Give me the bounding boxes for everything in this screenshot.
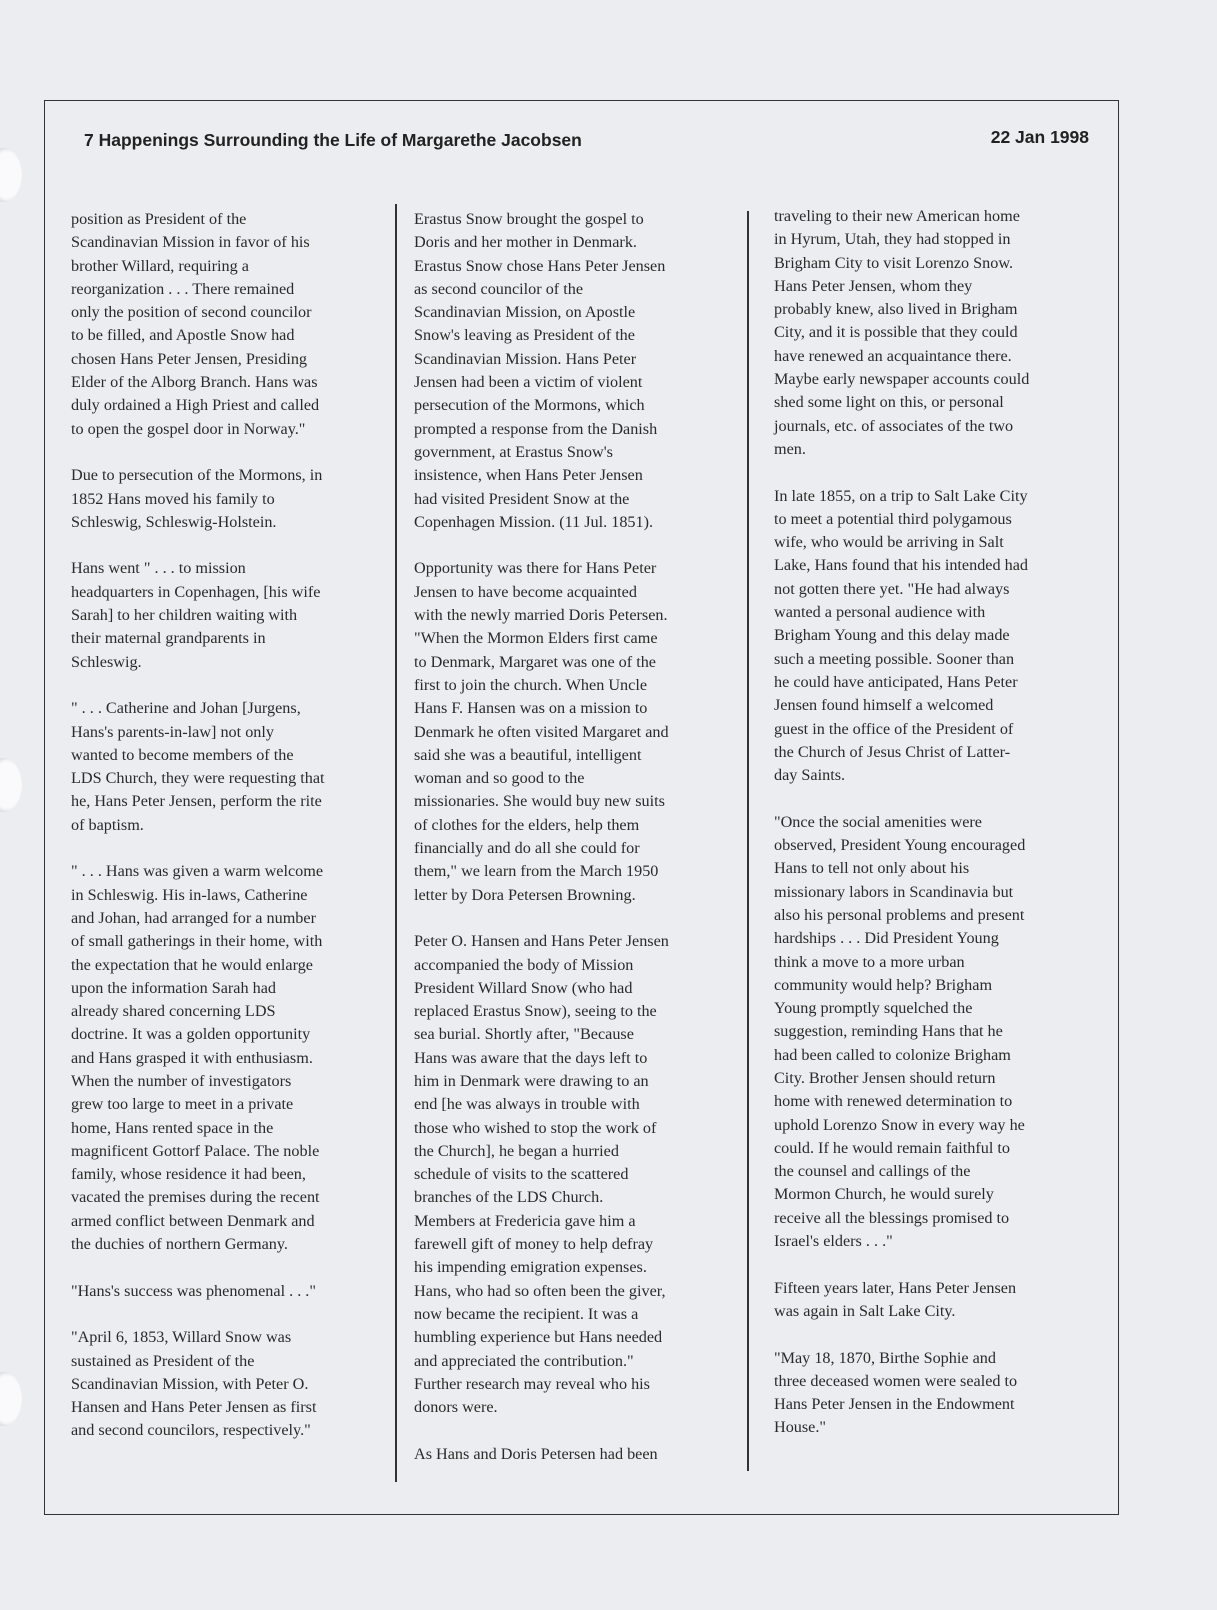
text-line: Copenhagen Mission. (11 Jul. 1851). (414, 512, 654, 531)
text-line: receive all the blessings promised to (774, 1208, 1010, 1227)
text-line: sea burial. Shortly after, "Because (414, 1025, 634, 1044)
text-line: missionaries. She would buy new suits (414, 792, 665, 811)
text-line: them," we learn from the March 1950 (414, 862, 659, 881)
text-line: grew too large to meet in a private (71, 1095, 294, 1114)
column-divider-2 (747, 211, 749, 1471)
paragraph (71, 1280, 371, 1303)
text-line: Hans to tell not only about his (774, 859, 970, 878)
paragraph (71, 697, 371, 837)
text-line: "May 18, 1870, Birthe Sophie and (774, 1348, 996, 1367)
text-line: Scandinavian Mission, with Peter O. (71, 1374, 309, 1393)
paragraph (414, 208, 714, 534)
text-line: position as President of the (71, 210, 247, 228)
binder-hole-top (0, 148, 22, 202)
text-line: woman and so good to the (414, 769, 585, 788)
text-line: said she was a beautiful, intelligent (414, 745, 642, 764)
text-line: home with renewed determination to (774, 1092, 1013, 1111)
text-line: of baptism. (71, 815, 144, 834)
text-line: in Hyrum, Utah, they had stopped in (774, 230, 1011, 249)
text-line: Hans's parents-in-law] not only (71, 722, 274, 741)
text-line: 1852 Hans moved his family to (71, 489, 275, 508)
paragraph (71, 860, 371, 1256)
text-line: as second councilor of the (414, 279, 584, 298)
text-column-2 (414, 208, 714, 1466)
paragraph (414, 557, 714, 906)
text-line: accompanied the body of Mission (414, 955, 634, 974)
text-line: home, Hans rented space in the (71, 1118, 274, 1137)
text-line: guest in the office of the President of (774, 719, 1014, 738)
text-line: Erastus Snow brought the gospel to (414, 210, 644, 228)
text-line: of small gatherings in their home, with (71, 932, 323, 951)
text-line: Further research may reveal who his (414, 1374, 650, 1393)
text-line: Mormon Church, he would surely (774, 1185, 994, 1204)
text-line: was again in Salt Lake City. (774, 1301, 956, 1320)
text-line: Schleswig. (71, 652, 142, 671)
paragraph (71, 557, 371, 673)
text-line: those who wished to stop the work of (414, 1118, 657, 1137)
text-line: him in Denmark were drawing to an (414, 1071, 649, 1090)
text-line: end [he was always in trouble with (414, 1095, 640, 1114)
text-line: only the position of second councilor (71, 303, 312, 322)
text-line: "Hans's success was phenomenal . . ." (71, 1281, 316, 1300)
text-line: observed, President Young encouraged (774, 836, 1026, 855)
text-line: branches of the LDS Church. (414, 1188, 604, 1207)
text-line: Hansen and Hans Peter Jensen as first (71, 1398, 317, 1417)
text-line: City. Brother Jensen should return (774, 1068, 996, 1087)
text-line: donors were. (414, 1398, 498, 1417)
text-line: duly ordained a High Priest and called (71, 396, 320, 415)
text-line: already shared concerning LDS (71, 1002, 276, 1021)
text-line: and appreciated the contribution." (414, 1351, 634, 1370)
text-line: wife, who would be arriving in Salt (774, 533, 1004, 552)
column-divider-1 (395, 204, 397, 1482)
text-line: headquarters in Copenhagen, [his wife (71, 582, 321, 601)
binder-hole-middle (0, 758, 22, 812)
text-line: Fifteen years later, Hans Peter Jensen (774, 1278, 1017, 1297)
paragraph (774, 1277, 1094, 1324)
text-line: have renewed an acquaintance there. (774, 346, 1012, 365)
text-column-1 (71, 208, 371, 1443)
text-line: probably knew, also lived in Brigham (774, 300, 1018, 319)
text-line: he could have anticipated, Hans Peter (774, 672, 1018, 691)
text-line: Brigham Young and this delay made (774, 626, 1010, 645)
text-line: Peter O. Hansen and Hans Peter Jensen (414, 932, 669, 951)
text-line: Jensen had been a victim of violent (414, 373, 643, 392)
text-line: such a meeting possible. Sooner than (774, 649, 1015, 668)
text-line: suggestion, reminding Hans that he (774, 1022, 1003, 1041)
text-line: the counsel and callings of the (774, 1162, 971, 1181)
text-line: Schleswig, Schleswig-Holstein. (71, 512, 277, 531)
paragraph (774, 485, 1094, 788)
text-line: Israel's elders . . ." (774, 1232, 893, 1251)
text-line: Elder of the Alborg Branch. Hans was (71, 373, 318, 392)
text-line: uphold Lorenzo Snow in every way he (774, 1115, 1025, 1134)
text-line: Hans went " . . . to mission (71, 559, 246, 578)
paragraph (71, 208, 371, 441)
text-line: Young promptly squelched the (774, 999, 973, 1018)
text-line: chosen Hans Peter Jensen, Presiding (71, 349, 308, 368)
text-line: humbling experience but Hans needed (414, 1328, 663, 1347)
text-line: Hans F. Hansen was on a mission to (414, 699, 648, 718)
text-line: Scandinavian Mission in favor of his (71, 233, 310, 252)
text-line: brother Willard, requiring a (71, 256, 249, 275)
text-line: vacated the premises during the recent (71, 1188, 320, 1207)
text-line: prompted a response from the Danish (414, 419, 658, 438)
text-line: " . . . Catherine and Johan [Jurgens, (71, 699, 301, 718)
binder-hole-bottom (0, 1372, 22, 1426)
text-line: had been called to colonize Brigham (774, 1045, 1011, 1064)
text-line: When the number of investigators (71, 1071, 292, 1090)
text-line: schedule of visits to the scattered (414, 1165, 629, 1184)
text-line: he, Hans Peter Jensen, perform the rite (71, 792, 322, 811)
text-line: Due to persecution of the Mormons, in (71, 466, 323, 485)
text-line: first to join the church. When Uncle (414, 675, 648, 694)
text-line: "Once the social amenities were (774, 812, 982, 831)
paragraph (71, 464, 371, 534)
text-line: Hans Peter Jensen, whom they (774, 276, 973, 295)
paragraph (774, 811, 1094, 1254)
text-line: to Denmark, Margaret was one of the (414, 652, 656, 671)
text-line: "April 6, 1853, Willard Snow was (71, 1328, 292, 1347)
text-line: financially and do all she could for (414, 839, 640, 858)
text-line: hardships . . . Did President Young (774, 929, 999, 948)
text-line: their maternal grandparents in (71, 629, 266, 648)
text-line: could. If he would remain faithful to (774, 1138, 1010, 1157)
text-line: City, and it is possible that they could (774, 323, 1018, 342)
text-line: magnificent Gottorf Palace. The noble (71, 1141, 320, 1160)
text-line: doctrine. It was a golden opportunity (71, 1025, 311, 1044)
text-line: insistence, when Hans Peter Jensen (414, 466, 643, 485)
text-line: In late 1855, on a trip to Salt Lake City (774, 486, 1028, 505)
text-line: "When the Mormon Elders first came (414, 629, 658, 648)
text-line: Lake, Hans found that his intended had (774, 556, 1028, 575)
text-line: Opportunity was there for Hans Peter (414, 559, 657, 578)
text-line: Scandinavian Mission. Hans Peter (414, 349, 637, 368)
text-line: the expectation that he would enlarge (71, 955, 313, 974)
text-line: journals, etc. of associates of the two (774, 416, 1014, 435)
text-line: community would help? Brigham (774, 975, 993, 994)
text-line: family, whose residence it had been, (71, 1165, 306, 1184)
text-line: think a move to a more urban (774, 952, 965, 971)
text-line: shed some light on this, or personal (774, 393, 1004, 412)
text-line: Jensen found himself a welcomed (774, 696, 994, 715)
paragraph (414, 930, 714, 1419)
text-line: Brigham City to visit Lorenzo Snow. (774, 253, 1014, 272)
text-line: sustained as President of the (71, 1351, 255, 1370)
text-line: in Schleswig. His in-laws, Catherine (71, 885, 308, 904)
text-column-3 (774, 205, 1094, 1440)
text-line: to meet a potential third polygamous (774, 509, 1012, 528)
text-line: missionary labors in Scandinavia but (774, 882, 1014, 901)
paragraph (774, 205, 1094, 461)
text-line: the duchies of northern Germany. (71, 1235, 288, 1254)
text-line: Maybe early newspaper accounts could (774, 370, 1030, 389)
text-line: of clothes for the elders, help them (414, 815, 640, 834)
text-line: government, at Erastus Snow's (414, 442, 613, 461)
text-line: not gotten there yet. "He had always (774, 579, 1010, 598)
page-date: 22 Jan 1998 (990, 127, 1089, 147)
text-line: Scandinavian Mission, on Apostle (414, 303, 636, 322)
page-title: 7 Happenings Surrounding the Life of Margarethe Jacobsen (84, 130, 582, 150)
text-line: wanted a personal audience with (774, 603, 986, 622)
text-line: " . . . Hans was given a warm welcome (71, 862, 324, 881)
text-line: Hans Peter Jensen in the Endowment (774, 1395, 1015, 1414)
text-line: Hans, who had so often been the giver, (414, 1281, 666, 1300)
text-line: men. (774, 439, 806, 458)
text-line: the Church], he began a hurried (414, 1141, 619, 1160)
text-line: the Church of Jesus Christ of Latter- (774, 742, 1011, 761)
text-line: and Hans grasped it with enthusiasm. (71, 1048, 313, 1067)
text-line: Erastus Snow chose Hans Peter Jensen (414, 256, 666, 275)
text-line: Denmark he often visited Margaret and (414, 722, 669, 741)
text-line: Hans was aware that the days left to (414, 1048, 648, 1067)
text-line: his impending emigration expenses. (414, 1258, 647, 1277)
text-line: Members at Fredericia gave him a (414, 1211, 636, 1230)
text-line: to open the gospel door in Norway." (71, 419, 306, 438)
text-line: Jensen to have become acquainted (414, 582, 637, 601)
text-line: now became the recipient. It was a (414, 1304, 639, 1323)
text-line: As Hans and Doris Petersen had been (414, 1444, 658, 1463)
text-line: Sarah] to her children waiting with (71, 606, 298, 625)
paragraph (71, 1326, 371, 1442)
text-line: Snow's leaving as President of the (414, 326, 635, 345)
paragraph (414, 1443, 714, 1466)
text-line: farewell gift of money to help defray (414, 1235, 654, 1254)
text-line: to be filled, and Apostle Snow had (71, 326, 295, 345)
text-line: President Willard Snow (who had (414, 978, 633, 997)
text-line: traveling to their new American home (774, 207, 1020, 225)
text-line: letter by Dora Petersen Browning. (414, 885, 636, 904)
text-line: and Johan, had arranged for a number (71, 908, 316, 927)
text-line: with the newly married Doris Petersen. (414, 606, 668, 625)
text-line: armed conflict between Denmark and (71, 1211, 315, 1230)
text-line: replaced Erastus Snow), seeing to the (414, 1002, 657, 1021)
text-line: House." (774, 1418, 827, 1437)
text-line: day Saints. (774, 766, 846, 785)
paragraph (774, 1347, 1094, 1440)
text-line: persecution of the Mormons, which (414, 396, 645, 415)
text-line: had visited President Snow at the (414, 489, 630, 508)
text-line: LDS Church, they were requesting that (71, 769, 325, 788)
text-line: also his personal problems and present (774, 905, 1025, 924)
text-line: upon the information Sarah had (71, 978, 276, 997)
text-line: wanted to become members of the (71, 745, 294, 764)
text-line: reorganization . . . There remained (71, 279, 295, 298)
text-line: Doris and her mother in Denmark. (414, 233, 637, 252)
text-line: and second councilors, respectively." (71, 1421, 311, 1440)
text-line: three deceased women were sealed to (774, 1371, 1018, 1390)
